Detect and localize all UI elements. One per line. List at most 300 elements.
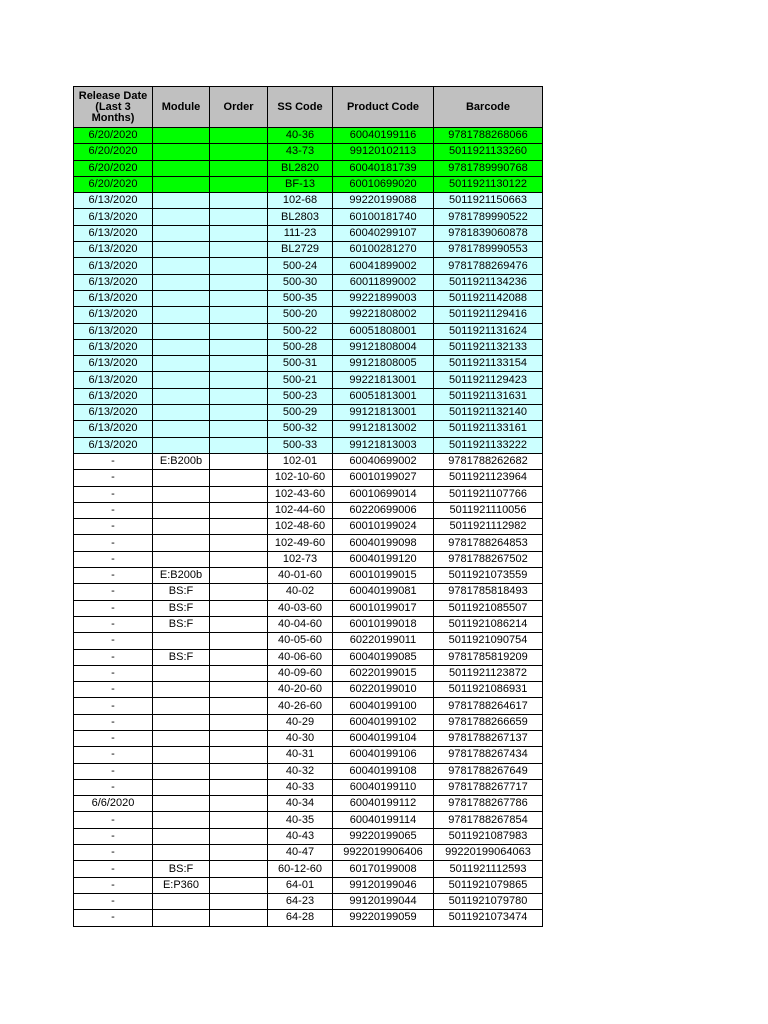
table-row	[74, 323, 543, 339]
ss-code-cell: 40-36	[268, 128, 333, 144]
release-date-cell: -	[74, 486, 153, 502]
order-cell	[210, 633, 268, 649]
module-cell	[153, 290, 210, 306]
product-code-cell: 99121813002	[333, 421, 434, 437]
product-code-cell: 60040181739	[333, 160, 434, 176]
release-date-cell: 6/20/2020	[74, 128, 153, 144]
ss-code-cell: 40-35	[268, 812, 333, 828]
module-cell: BS:F	[153, 600, 210, 616]
product-code-cell: 60040199106	[333, 747, 434, 763]
ss-code-cell: 500-23	[268, 388, 333, 404]
product-code-cell: 60051808001	[333, 323, 434, 339]
ss-code-cell: 40-43	[268, 828, 333, 844]
module-cell	[153, 747, 210, 763]
module-cell	[153, 910, 210, 926]
order-cell	[210, 176, 268, 192]
module-cell	[153, 176, 210, 192]
table-row	[74, 225, 543, 241]
ss-code-cell: 500-32	[268, 421, 333, 437]
table-row	[74, 551, 543, 567]
release-date-cell: -	[74, 519, 153, 535]
barcode-cell: 5011921132140	[434, 405, 543, 421]
product-code-cell: 60011899002	[333, 274, 434, 290]
ss-code-cell: 500-29	[268, 405, 333, 421]
release-date-cell: 6/13/2020	[74, 339, 153, 355]
ss-code-cell: 102-44-60	[268, 502, 333, 518]
product-code-cell: 60010199018	[333, 616, 434, 632]
order-cell	[210, 568, 268, 584]
release-date-cell: -	[74, 828, 153, 844]
order-cell	[210, 290, 268, 306]
barcode-cell: 9781788267786	[434, 796, 543, 812]
table-row	[74, 600, 543, 616]
ss-code-cell: 43-73	[268, 144, 333, 160]
order-cell	[210, 225, 268, 241]
barcode-cell: 9781788266659	[434, 714, 543, 730]
product-code-cell: 60051813001	[333, 388, 434, 404]
order-cell	[210, 339, 268, 355]
barcode-cell: 5011921107766	[434, 486, 543, 502]
order-cell	[210, 193, 268, 209]
product-code-cell: 60100181740	[333, 209, 434, 225]
order-cell	[210, 160, 268, 176]
barcode-cell: 9781839060878	[434, 225, 543, 241]
product-code-cell: 60040199102	[333, 714, 434, 730]
order-cell	[210, 437, 268, 453]
table-row	[74, 274, 543, 290]
ss-code-cell: 40-01-60	[268, 568, 333, 584]
module-cell	[153, 258, 210, 274]
ss-code-cell: 102-43-60	[268, 486, 333, 502]
ss-code-cell: BL2820	[268, 160, 333, 176]
ss-code-cell: 64-28	[268, 910, 333, 926]
order-cell	[210, 258, 268, 274]
ss-code-cell: 40-05-60	[268, 633, 333, 649]
release-date-cell: -	[74, 893, 153, 909]
table-row	[74, 682, 543, 698]
release-date-cell: -	[74, 779, 153, 795]
ss-code-cell: 500-28	[268, 339, 333, 355]
table-row	[74, 193, 543, 209]
barcode-cell: 5011921086931	[434, 682, 543, 698]
product-code-cell: 60040199085	[333, 649, 434, 665]
product-code-cell: 60010699014	[333, 486, 434, 502]
order-cell	[210, 307, 268, 323]
barcode-cell: 5011921087983	[434, 828, 543, 844]
barcode-cell: 9781785818493	[434, 584, 543, 600]
table-row	[74, 633, 543, 649]
barcode-cell: 5011921086214	[434, 616, 543, 632]
table-row	[74, 893, 543, 909]
module-cell	[153, 502, 210, 518]
barcode-cell: 5011921085507	[434, 600, 543, 616]
table-row	[74, 616, 543, 632]
ss-code-cell: 40-47	[268, 845, 333, 861]
release-date-cell: -	[74, 535, 153, 551]
product-code-cell: 60040199110	[333, 779, 434, 795]
release-date-cell: -	[74, 600, 153, 616]
release-date-cell: 6/13/2020	[74, 372, 153, 388]
product-code-cell: 99221808002	[333, 307, 434, 323]
order-cell	[210, 519, 268, 535]
ss-code-cell: 40-29	[268, 714, 333, 730]
order-cell	[210, 893, 268, 909]
table-row	[74, 910, 543, 926]
order-cell	[210, 274, 268, 290]
table-row	[74, 160, 543, 176]
module-cell	[153, 405, 210, 421]
module-cell	[153, 144, 210, 160]
product-code-cell: 60040199112	[333, 796, 434, 812]
table-row	[74, 796, 543, 812]
release-date-cell: -	[74, 568, 153, 584]
release-date-cell: 6/13/2020	[74, 290, 153, 306]
product-code-cell: 60040299107	[333, 225, 434, 241]
ss-code-cell: 40-30	[268, 730, 333, 746]
table-row	[74, 242, 543, 258]
product-code-cell: 60010199027	[333, 470, 434, 486]
order-cell	[210, 779, 268, 795]
ss-code-cell: 500-31	[268, 356, 333, 372]
ss-code-cell: 40-31	[268, 747, 333, 763]
release-date-cell: -	[74, 747, 153, 763]
table-row	[74, 665, 543, 681]
order-cell	[210, 861, 268, 877]
barcode-cell: 9781789990522	[434, 209, 543, 225]
product-code-cell: 60040199104	[333, 730, 434, 746]
order-cell	[210, 128, 268, 144]
release-date-cell: -	[74, 649, 153, 665]
barcode-cell: 9781788267502	[434, 551, 543, 567]
module-cell: BS:F	[153, 616, 210, 632]
table-row	[74, 176, 543, 192]
product-code-cell: 99220199088	[333, 193, 434, 209]
module-cell	[153, 193, 210, 209]
release-date-cell: 6/13/2020	[74, 258, 153, 274]
table-body	[74, 128, 543, 927]
barcode-cell: 5011921123872	[434, 665, 543, 681]
product-code-cell: 60010199024	[333, 519, 434, 535]
order-cell	[210, 730, 268, 746]
header-module: Module	[153, 87, 210, 128]
product-code-cell: 60040699002	[333, 453, 434, 469]
module-cell	[153, 828, 210, 844]
barcode-cell: 5011921150663	[434, 193, 543, 209]
order-cell	[210, 144, 268, 160]
ss-code-cell: 64-23	[268, 893, 333, 909]
module-cell: E:B200b	[153, 453, 210, 469]
ss-code-cell: 102-10-60	[268, 470, 333, 486]
barcode-cell: 5011921112982	[434, 519, 543, 535]
release-date-cell: 6/13/2020	[74, 388, 153, 404]
barcode-cell: 9781789990768	[434, 160, 543, 176]
barcode-cell: 5011921112593	[434, 861, 543, 877]
product-code-cell: 99220199059	[333, 910, 434, 926]
product-code-cell: 60010199017	[333, 600, 434, 616]
barcode-cell: 5011921134236	[434, 274, 543, 290]
product-code-cell: 99221899003	[333, 290, 434, 306]
table-row	[74, 714, 543, 730]
module-cell: E:P360	[153, 877, 210, 893]
ss-code-cell: 40-04-60	[268, 616, 333, 632]
release-date-cell: 6/13/2020	[74, 323, 153, 339]
module-cell	[153, 128, 210, 144]
release-date-cell: -	[74, 730, 153, 746]
order-cell	[210, 356, 268, 372]
product-code-cell: 99221813001	[333, 372, 434, 388]
ss-code-cell: 500-24	[268, 258, 333, 274]
module-cell	[153, 779, 210, 795]
module-cell	[153, 225, 210, 241]
release-date-cell: -	[74, 502, 153, 518]
release-date-cell: 6/20/2020	[74, 160, 153, 176]
product-code-cell: 60220199015	[333, 665, 434, 681]
release-date-cell: 6/13/2020	[74, 356, 153, 372]
table-row	[74, 877, 543, 893]
module-cell	[153, 812, 210, 828]
barcode-cell: 5011921073559	[434, 568, 543, 584]
barcode-cell: 99220199064063	[434, 845, 543, 861]
product-release-table	[73, 86, 543, 927]
ss-code-cell: 40-26-60	[268, 698, 333, 714]
ss-code-cell: 64-01	[268, 877, 333, 893]
product-code-cell: 60040199108	[333, 763, 434, 779]
table-row	[74, 502, 543, 518]
barcode-cell: 5011921133222	[434, 437, 543, 453]
module-cell	[153, 486, 210, 502]
release-date-cell: -	[74, 633, 153, 649]
module-cell	[153, 242, 210, 258]
release-date-cell: -	[74, 584, 153, 600]
barcode-cell: 9781788267717	[434, 779, 543, 795]
module-cell	[153, 682, 210, 698]
barcode-cell: 5011921073474	[434, 910, 543, 926]
order-cell	[210, 665, 268, 681]
release-date-cell: -	[74, 616, 153, 632]
release-date-cell: -	[74, 714, 153, 730]
product-code-cell: 99120199046	[333, 877, 434, 893]
barcode-cell: 5011921129416	[434, 307, 543, 323]
barcode-cell: 9781788264853	[434, 535, 543, 551]
order-cell	[210, 845, 268, 861]
release-date-cell: -	[74, 551, 153, 567]
module-cell: BS:F	[153, 584, 210, 600]
ss-code-cell: 40-03-60	[268, 600, 333, 616]
table-row	[74, 568, 543, 584]
order-cell	[210, 209, 268, 225]
table-row	[74, 209, 543, 225]
table-row	[74, 290, 543, 306]
product-code-cell: 99121808005	[333, 356, 434, 372]
order-cell	[210, 388, 268, 404]
order-cell	[210, 600, 268, 616]
barcode-cell: 5011921142088	[434, 290, 543, 306]
table-row	[74, 861, 543, 877]
release-date-cell: 6/20/2020	[74, 144, 153, 160]
ss-code-cell: BL2803	[268, 209, 333, 225]
product-code-cell: 60040199100	[333, 698, 434, 714]
table-row	[74, 747, 543, 763]
module-cell	[153, 339, 210, 355]
module-cell	[153, 470, 210, 486]
product-code-cell: 99120199044	[333, 893, 434, 909]
module-cell	[153, 307, 210, 323]
product-code-cell: 60040199120	[333, 551, 434, 567]
product-code-cell: 99121813003	[333, 437, 434, 453]
ss-code-cell: BF-13	[268, 176, 333, 192]
product-code-cell: 60040199114	[333, 812, 434, 828]
barcode-cell: 5011921131624	[434, 323, 543, 339]
barcode-cell: 5011921079780	[434, 893, 543, 909]
barcode-cell: 9781788269476	[434, 258, 543, 274]
table-row	[74, 339, 543, 355]
order-cell	[210, 910, 268, 926]
barcode-cell: 9781788268066	[434, 128, 543, 144]
ss-code-cell: 500-21	[268, 372, 333, 388]
product-code-cell: 99220199065	[333, 828, 434, 844]
product-code-cell: 60170199008	[333, 861, 434, 877]
module-cell	[153, 714, 210, 730]
product-code-cell: 60040199098	[333, 535, 434, 551]
table-row	[74, 258, 543, 274]
table-row	[74, 535, 543, 551]
order-cell	[210, 828, 268, 844]
barcode-cell: 9781788264617	[434, 698, 543, 714]
release-date-cell: -	[74, 763, 153, 779]
order-cell	[210, 747, 268, 763]
release-date-cell: 6/13/2020	[74, 225, 153, 241]
module-cell	[153, 421, 210, 437]
table-row	[74, 698, 543, 714]
table-row	[74, 388, 543, 404]
ss-code-cell: 102-48-60	[268, 519, 333, 535]
module-cell	[153, 437, 210, 453]
ss-code-cell: 40-02	[268, 584, 333, 600]
table-row	[74, 453, 543, 469]
barcode-cell: 5011921129423	[434, 372, 543, 388]
ss-code-cell: 40-33	[268, 779, 333, 795]
order-cell	[210, 551, 268, 567]
barcode-cell: 9781788267434	[434, 747, 543, 763]
table-row	[74, 470, 543, 486]
order-cell	[210, 682, 268, 698]
barcode-cell: 5011921132133	[434, 339, 543, 355]
table-row	[74, 307, 543, 323]
barcode-cell: 5011921133260	[434, 144, 543, 160]
release-date-cell: 6/13/2020	[74, 421, 153, 437]
table-row	[74, 405, 543, 421]
release-date-cell: -	[74, 453, 153, 469]
product-code-cell: 99121813001	[333, 405, 434, 421]
ss-code-cell: 500-35	[268, 290, 333, 306]
module-cell	[153, 274, 210, 290]
table-row	[74, 356, 543, 372]
ss-code-cell: 500-22	[268, 323, 333, 339]
ss-code-cell: 500-30	[268, 274, 333, 290]
module-cell	[153, 356, 210, 372]
barcode-cell: 5011921079865	[434, 877, 543, 893]
release-date-cell: 6/13/2020	[74, 405, 153, 421]
ss-code-cell: 40-32	[268, 763, 333, 779]
product-code-cell: 99121808004	[333, 339, 434, 355]
barcode-cell: 5011921131631	[434, 388, 543, 404]
release-date-cell: 6/13/2020	[74, 307, 153, 323]
release-date-cell: -	[74, 812, 153, 828]
table-row	[74, 437, 543, 453]
table-row	[74, 144, 543, 160]
module-cell	[153, 796, 210, 812]
ss-code-cell: 102-68	[268, 193, 333, 209]
ss-code-cell: 102-01	[268, 453, 333, 469]
table-row	[74, 812, 543, 828]
ss-code-cell: 40-34	[268, 796, 333, 812]
release-date-cell: 6/6/2020	[74, 796, 153, 812]
table-row	[74, 584, 543, 600]
barcode-cell: 9781789990553	[434, 242, 543, 258]
module-cell: BS:F	[153, 649, 210, 665]
product-code-cell: 60040199081	[333, 584, 434, 600]
module-cell	[153, 551, 210, 567]
order-cell	[210, 698, 268, 714]
product-code-cell: 60220199010	[333, 682, 434, 698]
release-date-cell: 6/13/2020	[74, 242, 153, 258]
release-date-cell: 6/13/2020	[74, 274, 153, 290]
header-release-date: Release Date (Last 3 Months)	[74, 87, 153, 128]
release-date-cell: -	[74, 861, 153, 877]
order-cell	[210, 323, 268, 339]
release-date-cell: -	[74, 682, 153, 698]
product-code-cell: 60100281270	[333, 242, 434, 258]
product-code-cell: 60040199116	[333, 128, 434, 144]
product-code-cell: 9922019906406	[333, 845, 434, 861]
barcode-cell: 5011921133161	[434, 421, 543, 437]
barcode-cell: 5011921090754	[434, 633, 543, 649]
barcode-cell: 9781788267137	[434, 730, 543, 746]
module-cell	[153, 519, 210, 535]
module-cell	[153, 633, 210, 649]
ss-code-cell: 500-33	[268, 437, 333, 453]
barcode-cell: 5011921110056	[434, 502, 543, 518]
order-cell	[210, 616, 268, 632]
order-cell	[210, 812, 268, 828]
barcode-cell: 5011921123964	[434, 470, 543, 486]
order-cell	[210, 372, 268, 388]
order-cell	[210, 796, 268, 812]
header-ss-code: SS Code	[268, 87, 333, 128]
table-row	[74, 649, 543, 665]
header-row	[74, 87, 543, 128]
table-row	[74, 828, 543, 844]
ss-code-cell: 102-49-60	[268, 535, 333, 551]
product-code-cell: 60010699020	[333, 176, 434, 192]
order-cell	[210, 242, 268, 258]
order-cell	[210, 584, 268, 600]
ss-code-cell: 40-06-60	[268, 649, 333, 665]
product-code-cell: 60220199011	[333, 633, 434, 649]
ss-code-cell: 60-12-60	[268, 861, 333, 877]
header-barcode: Barcode	[434, 87, 543, 128]
product-code-cell: 60220699006	[333, 502, 434, 518]
table-row	[74, 779, 543, 795]
table-row	[74, 763, 543, 779]
release-date-cell: -	[74, 877, 153, 893]
release-date-cell: -	[74, 665, 153, 681]
release-date-cell: 6/20/2020	[74, 176, 153, 192]
release-date-cell: -	[74, 845, 153, 861]
product-code-cell: 60041899002	[333, 258, 434, 274]
order-cell	[210, 453, 268, 469]
product-code-cell: 60010199015	[333, 568, 434, 584]
